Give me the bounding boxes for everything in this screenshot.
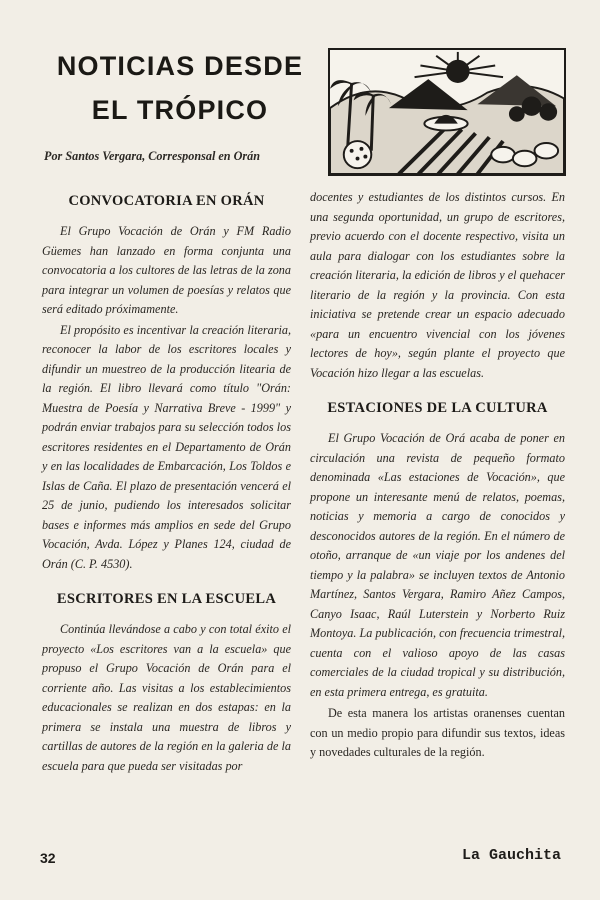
page-number: 32 <box>40 850 56 866</box>
title-line-1: NOTICIAS DESDE <box>56 51 304 81</box>
right-column <box>310 188 565 764</box>
page-title <box>30 44 330 132</box>
left-column <box>42 188 291 777</box>
estaciones-paragraph-1: El Grupo Vocación de Orá acaba de poner en circulación una revista de pequeño formato denominada «Las estaciones de Vocación», que propone un interesante menú de relatos, poemas, noticias y memoria a cargo de conocidos y desconocidos autores de la región. En el número de otoño, arranque de «un viaje por los andenes del tiempo y la palabra» se incluyen textos de Antonio Martínez, Santos Vergara, Ramiro Añez Campos, Canyo Isaac, Raúl Luterstein y Norberto Ruiz Montoya. La publicación, con frecuencia trimestral, cuenta con el valioso apoyo de las casas comerciales de la ciudad tropical y su distribución, en esta primera entrega, es gratuita. <box>310 431 565 699</box>
estaciones-paragraph-2: De esta manera los artistas oranenses cuentan con un medio propio para difundir sus textos, ideas y novedades culturales de la región. <box>310 706 565 759</box>
escritores-paragraph-2: docentes y estudiantes de los distintos cursos. En una segunda oportunidad, un grupo de escritores, previo acuerdo con el docente respectivo, visita un aula para dialogar con los estudiantes sobre la creación literaria, la edición de libros y el quehacer literario de la región y la provincia. Con esta iniciativa se pretende crear un espacio adecuado «para un encuentro vivencial con los jóvenes lectores de hoy», según plante el proyecto que Vocación hizo llegar a las escuelas. <box>310 190 565 380</box>
section-heading-escritores: ESCRITORES EN LA ESCUELA <box>56 591 277 607</box>
section-heading-estaciones: ESTACIONES DE LA CULTURA <box>327 400 548 416</box>
magazine-name: La Gauchita <box>462 847 562 864</box>
section-heading-convocatoria: CONVOCATORIA EN ORÁN <box>68 193 265 209</box>
convocatoria-paragraph-1: El Grupo Vocación de Orán y FM Radio Güemes han lanzado en forma conjunta una convocatoria a los cultores de las letras de la zona para integrar un volumen de poesías y relatos que será editado próximamente. <box>42 224 291 316</box>
tropical-landscape-illustration <box>328 48 566 176</box>
sun-icon <box>330 50 564 174</box>
convocatoria-paragraph-2: El propósito es incentivar la creación literaria, reconocer la labor de los escritores locales y difundir un muestreo de la producción litearia de la región. El libro llevará como título "Orán: Muestra de Poesía y Narrativa Breve - 1999" y podrán enviar trabajos para su selección todos los escritores residentes en el Departamento de Orán y en las localidades de Embarcación, Los Toldos e Islas de Caña. El plazo de presentación vencerá el 25 de junio, pudiendo los interesados solicitar bases e informes más amplios en sede del Grupo Vocación, Avda. López y Planes 124, ciudad de Orán (C. P. 4530). <box>42 322 291 571</box>
title-line-2: EL TRÓPICO <box>91 95 269 125</box>
byline: Por Santos Vergara, Corresponsal en Orán <box>44 149 261 163</box>
escritores-paragraph-1: Continúa llevándose a cabo y con total éxito el proyecto «Los escritores van a la escuela» que propuso el Grupo Vocación de Orán para el corriente año. Las visitas a los establecimientos educacionales se realizan en dos estapas: en la primera se instala una muestra de libros y cartillas de autores de la región en la galeria de la escuela para que pueda ser visitadas por <box>42 622 291 773</box>
